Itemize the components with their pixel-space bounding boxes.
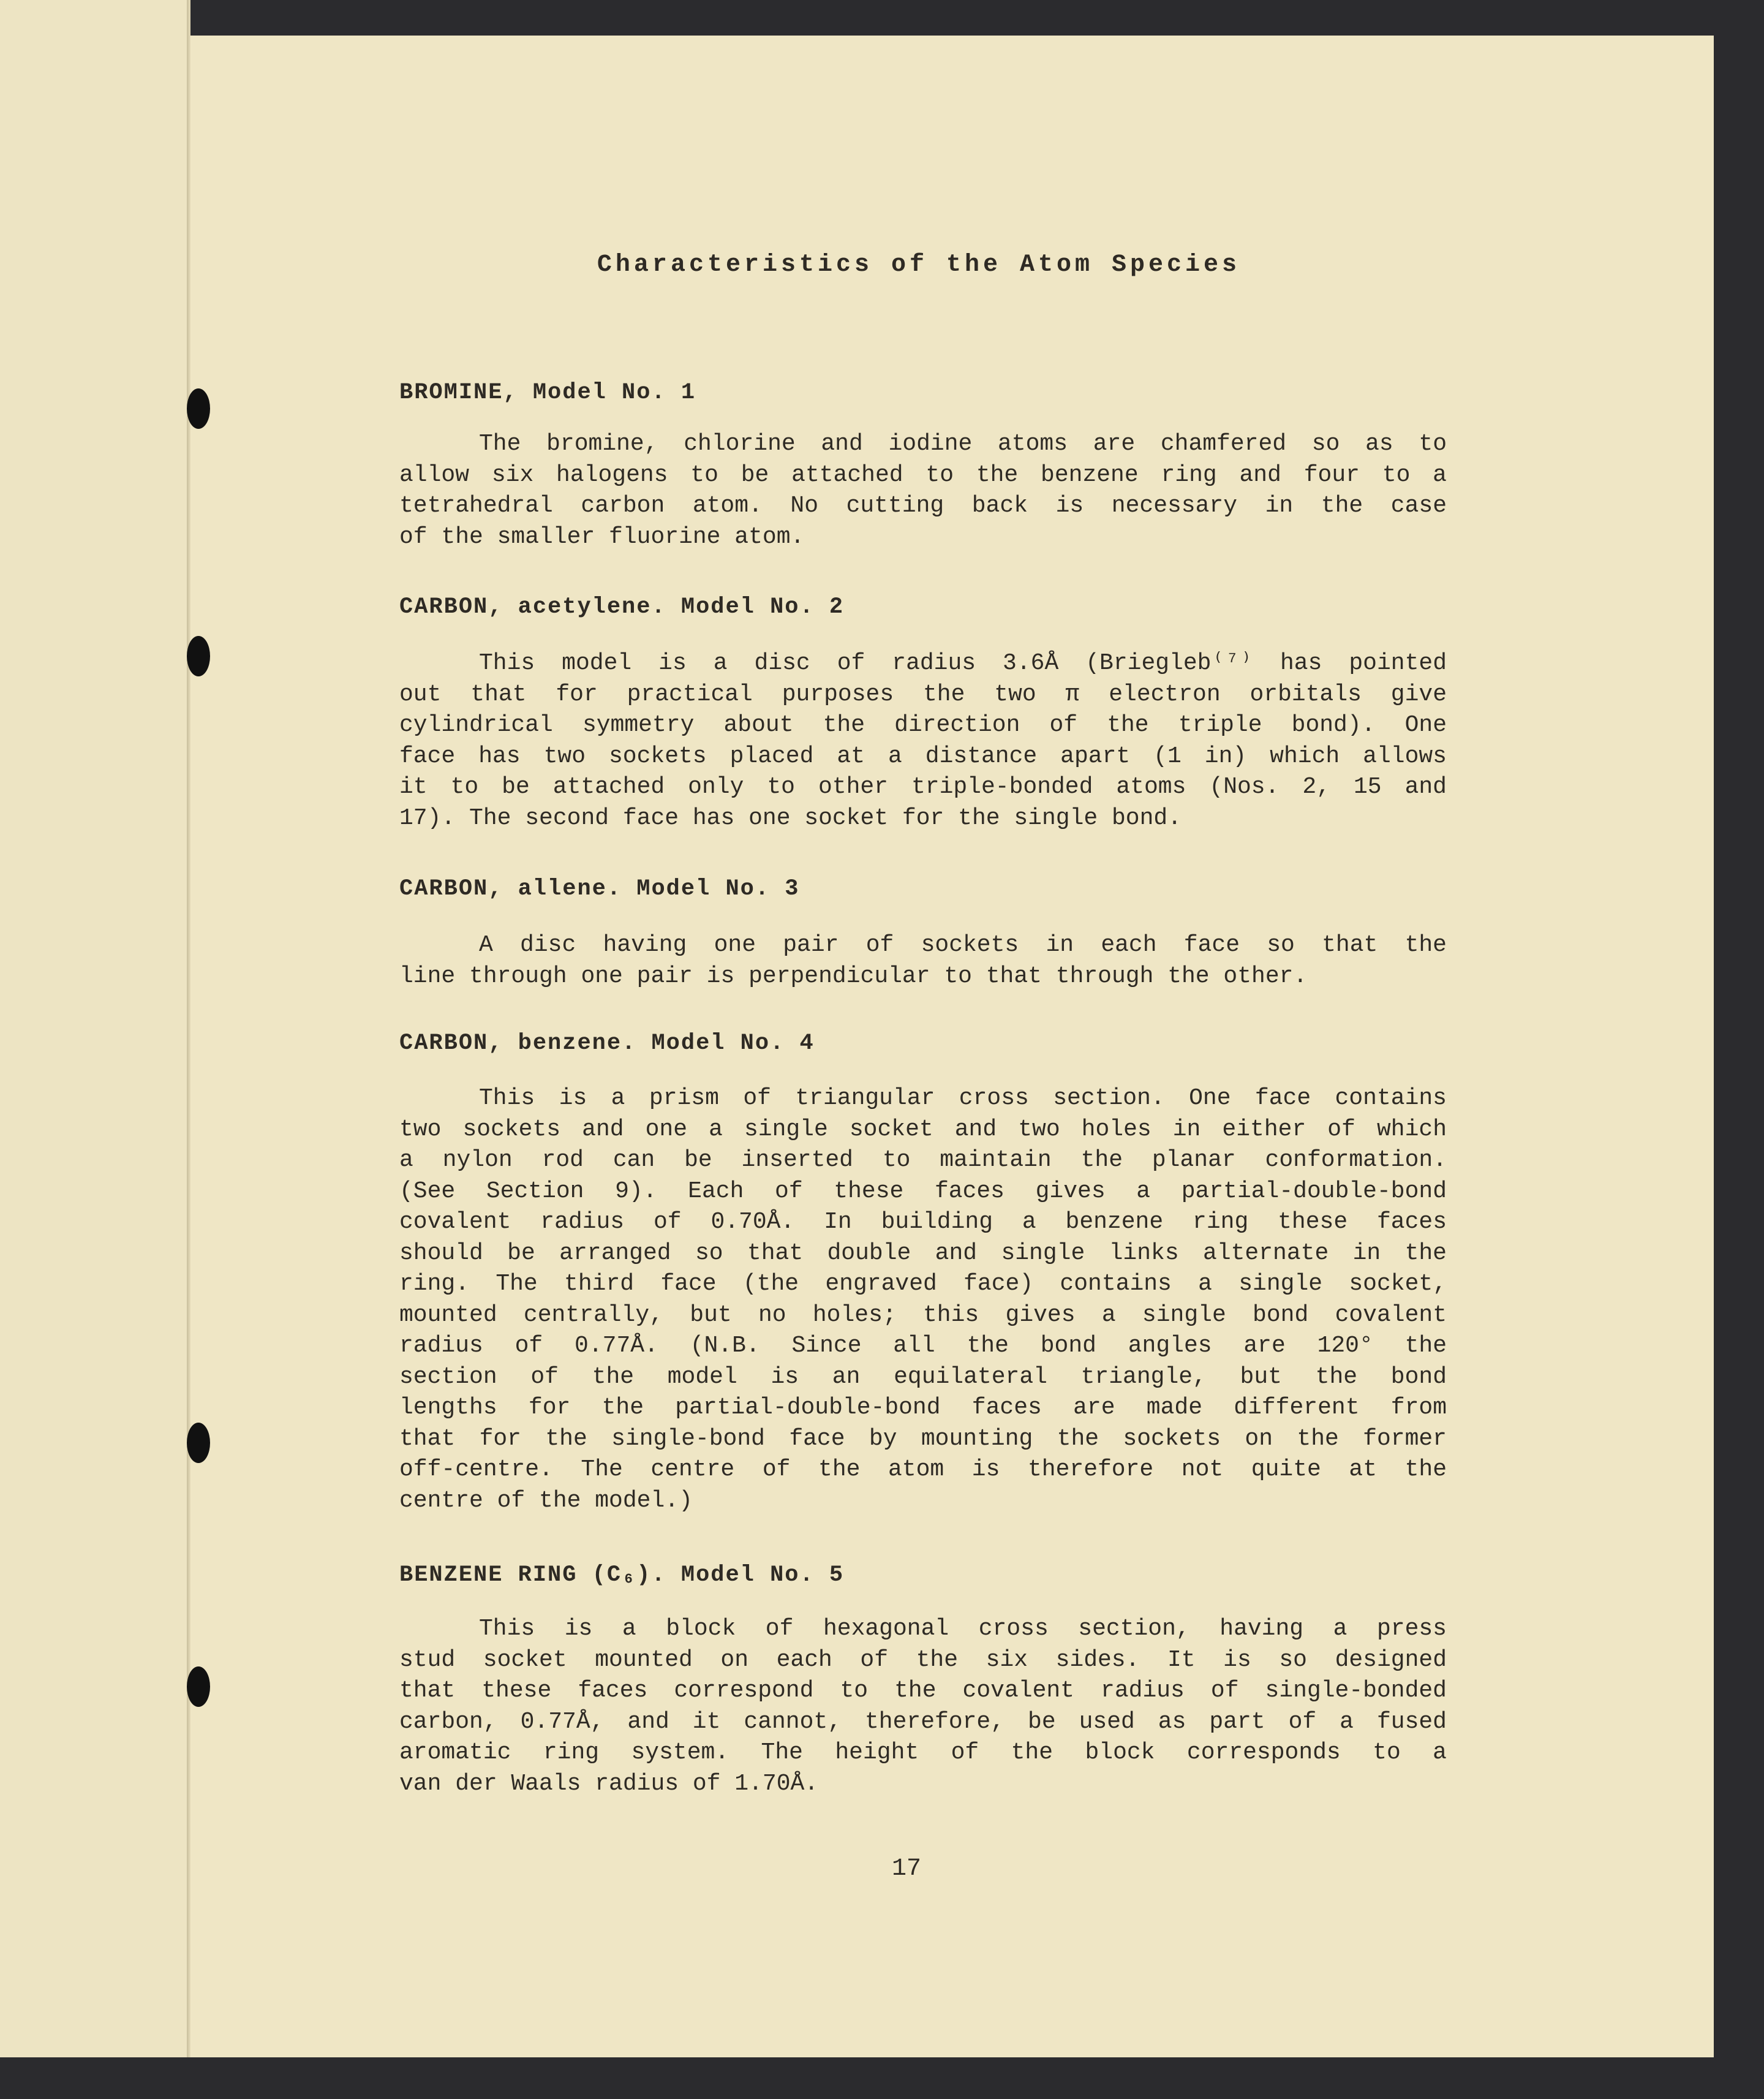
text-line: section of the model is an equilateral triangle, but the bond [399,1363,1447,1390]
section-paragraph [399,429,1447,553]
section-heading: CARBON, benzene. Model No. 4 [399,1031,815,1056]
text-line: centre of the model.) [399,1487,693,1514]
text-line: cylindrical symmetry about the direction of the triple bond). One [399,712,1447,738]
section-paragraph [399,1083,1447,1516]
page-fold [187,0,190,2057]
text-line: The bromine, chlorine and iodine atoms are chamfered so as to [479,431,1447,457]
text-line: allow six halogens to be attached to the benzene ring and four to a [399,461,1447,488]
text-line: (See Section 9). Each of these faces gives a partial-double-bond [399,1178,1447,1205]
text-line: tetrahedral carbon atom. No cutting back is necessary in the case [399,493,1447,519]
text-line: ring. The third face (the engraved face) contains a single socket, [399,1271,1447,1297]
text-line: off-centre. The centre of the atom is therefore not quite at the [399,1456,1447,1483]
punch-hole [187,1666,210,1707]
text-line: a nylon rod can be inserted to maintain the planar conformation. [399,1147,1447,1173]
facing-page [0,0,187,2057]
punch-hole [187,636,210,676]
page-title: Characteristics of the Atom Species [597,251,1241,279]
text-line: aromatic ring system. The height of the block corresponds to a [399,1739,1447,1766]
text-line: A disc having one pair of sockets in each face so that the [479,932,1447,958]
text-line: This is a block of hexagonal cross section, having a press [479,1616,1447,1642]
punch-hole [187,1423,210,1463]
text-line: This is a prism of triangular cross section. One face contains [479,1085,1447,1111]
text-line: out that for practical purposes the two π electron orbitals give [399,681,1447,708]
section-paragraph [399,648,1447,834]
text-line: 17). The second face has one socket for the single bond. [399,804,1182,831]
text-line: radius of 0.77Å. (N.B. Since all the bond angles are 120° the [399,1333,1447,1359]
text-line: face has two sockets placed at a distance apart (1 in) which allows [399,743,1447,770]
section-heading: BROMINE, Model No. 1 [399,380,696,406]
text-line: This model is a disc of radius 3.6Å (Briegleb⁽⁷⁾ has pointed [479,650,1447,676]
section-heading: BENZENE RING (C₆). Model No. 5 [399,1562,845,1588]
text-line: lengths for the partial-double-bond faces are made different from [399,1394,1447,1421]
text-line: covalent radius of 0.70Å. In building a benzene ring these faces [399,1209,1447,1235]
section-heading: CARBON, allene. Model No. 3 [399,876,800,902]
text-line: van der Waals radius of 1.70Å. [399,1770,819,1797]
text-line: mounted centrally, but no holes; this gives a single bond covalent [399,1301,1447,1328]
punch-hole [187,388,210,429]
text-line: two sockets and one a single socket and two holes in either of which [399,1116,1447,1143]
text-line: carbon, 0.77Å, and it cannot, therefore, be used as part of a fused [399,1708,1447,1735]
text-line: that these faces correspond to the covalent radius of single-bonded [399,1677,1447,1704]
text-line: line through one pair is perpendicular to that through the other. [399,963,1308,989]
page-number: 17 [891,1855,921,1883]
section-paragraph [399,930,1447,992]
section-paragraph [399,1614,1447,1799]
text-line: of the smaller fluorine atom. [399,523,805,550]
text-line: should be arranged so that double and single links alternate in the [399,1239,1447,1266]
text-line: stud socket mounted on each of the six sides. It is so designed [399,1646,1447,1673]
text-line: that for the single-bond face by mounting the sockets on the former [399,1425,1447,1452]
text-line: it to be attached only to other triple-bonded atoms (Nos. 2, 15 and [399,774,1447,800]
section-heading: CARBON, acetylene. Model No. 2 [399,594,845,620]
